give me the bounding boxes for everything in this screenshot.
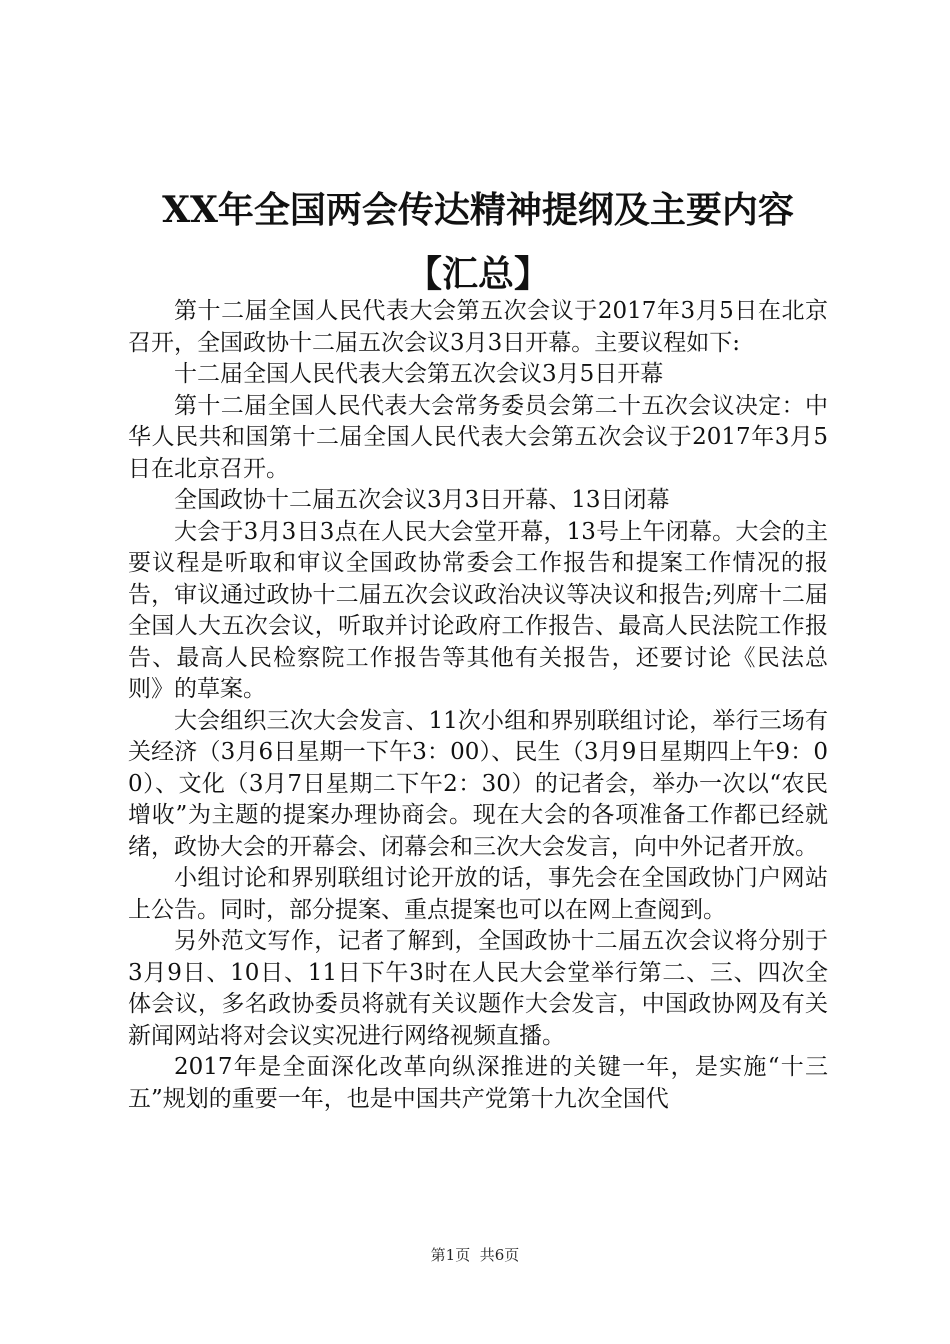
paragraph: 十二届全国人民代表大会第五次会议3月5日开幕 [174, 361, 664, 387]
document-body [128, 296, 828, 1115]
paragraph: 小组讨论和界别联组讨论开放的话，事先会在全国政协门户网站上公告。同时，部分提案、重点提案也可以在网上查阅到。 [128, 865, 828, 923]
paragraph: 另外范文写作，记者了解到，全国政协十二届五次会议将分别于3月9日、10日、11日下午3时在人民大会堂举行第二、三、四次全体会议，多名政协委员将就有关议题作大会发言，中国政协网及有关新闻网站将对会议实况进行网络视频直播。 [128, 928, 828, 1049]
paragraph: 全国政协十二届五次会议3月3日开幕、13日闭幕 [174, 487, 670, 513]
document-title: XX年全国两会传达精神提纲及主要内容【汇总】 [162, 189, 794, 295]
paragraph: 第十二届全国人民代表大会第五次会议于2017年3月5日在北京召开，全国政协十二届五次会议3月3日开幕。主要议程如下: [128, 298, 828, 356]
paragraph: 大会于3月3日3点在人民大会堂开幕，13号上午闭幕。大会的主要议程是听取和审议全国政协常委会工作报告和提案工作情况的报告，审议通过政协十二届五次会议政治决议等决议和报告;列席十二届全国人大五次会议，听取并讨论政府工作报告、最高人民法院工作报告、最高人民检察院工作报告等其他有关报告，还要讨论《民法总则》的草案。 [128, 518, 828, 702]
page-total: 共6页 [479, 1246, 520, 1264]
paragraph: 大会组织三次大会发言、11次小组和界别联组讨论，举行三场有关经济（3月6日星期一下午3：00）、民生（3月9日星期四上午9：00）、文化（3月7日星期二下午2：30）的记者会，举办一次以“农民增收”为主题的提案办理协商会。现在大会的各项准备工作都已经就绪，政协大会的开幕会、闭幕会和三次大会发言，向中外记者开放。 [128, 707, 828, 860]
page-number: 第1页 [430, 1246, 471, 1264]
paragraph: 2017年是全面深化改革向纵深推进的关键一年，是实施“十三五”规划的重要一年，也是中国共产党第十九次全国代 [128, 1054, 828, 1112]
paragraph: 第十二届全国人民代表大会常务委员会第二十五次会议决定：中华人民共和国第十二届全国人民代表大会第五次会议于2017年3月5日在北京召开。 [128, 392, 828, 482]
page-footer [0, 1245, 950, 1265]
